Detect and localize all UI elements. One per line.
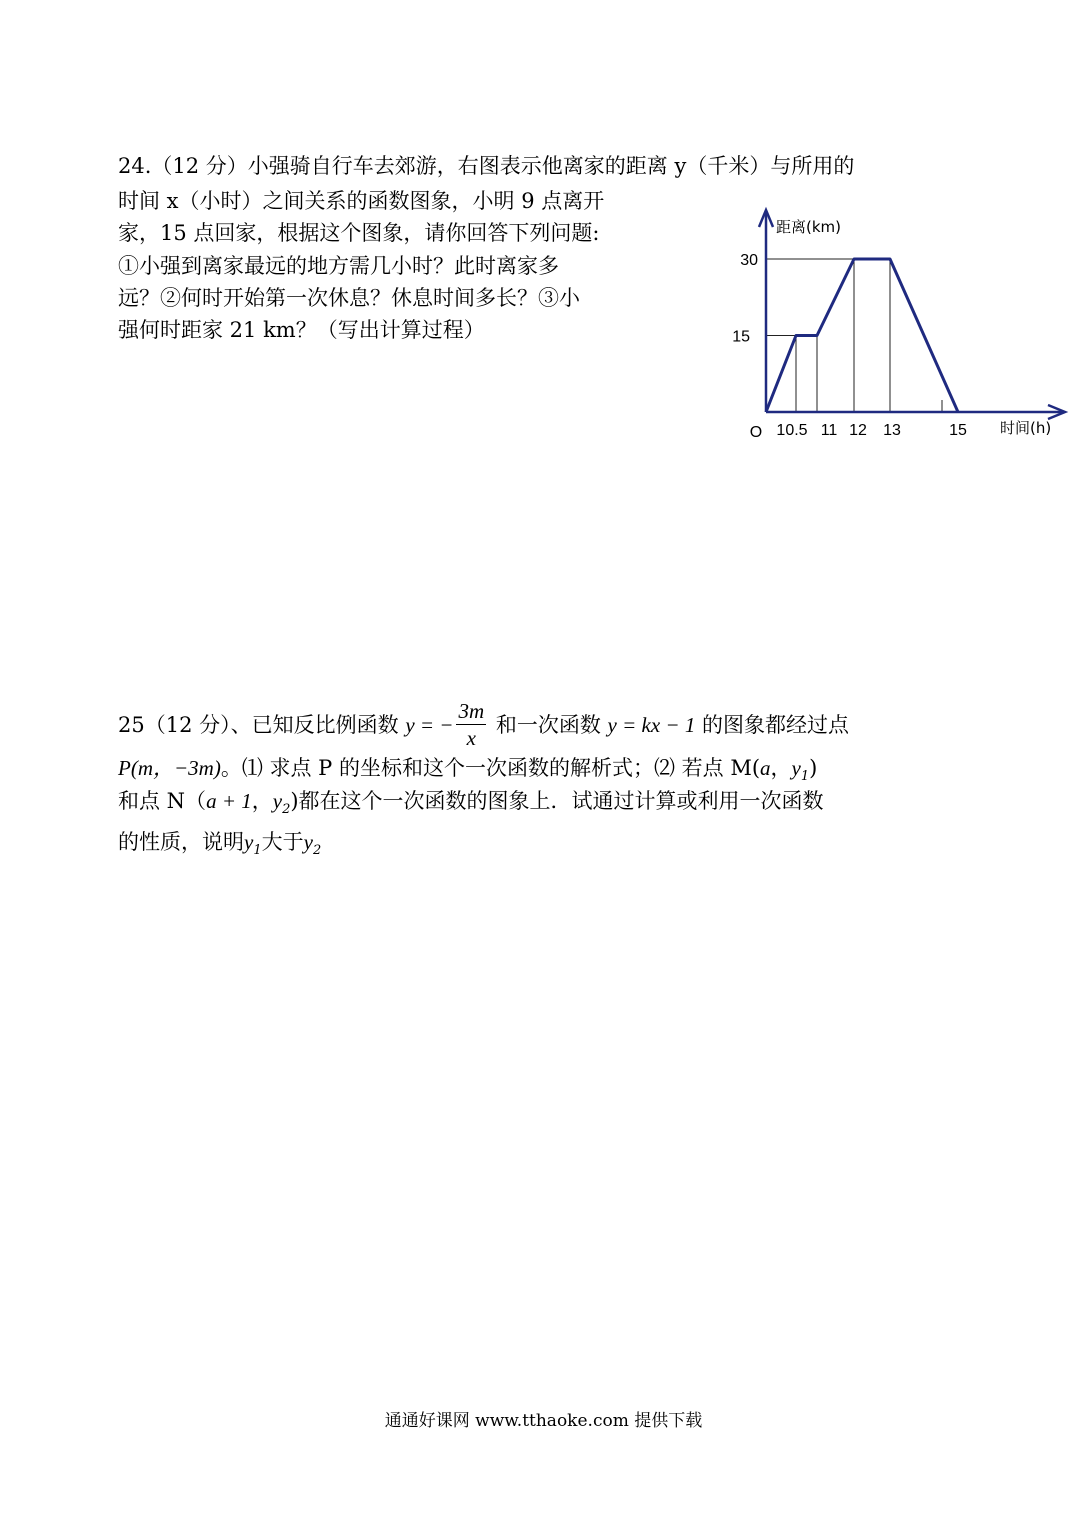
x-tick-label: 12 <box>849 422 867 439</box>
subscript: 1 <box>253 843 262 859</box>
q24-line-3: 家，15 点回家，根据这个图象，请你回答下列问题: <box>118 221 600 245</box>
linear-function: y = kx − 1 <box>607 713 696 737</box>
inverse-function-fraction <box>456 698 486 751</box>
q25-text: 和点 N（ <box>118 789 207 813</box>
x-tick-label: 10.5 <box>776 422 808 439</box>
chart-labels <box>732 218 1051 441</box>
point-p: P(m，−3m) <box>118 756 221 780</box>
chart-series <box>766 259 958 412</box>
q25-text: 和一次函数 <box>495 713 601 737</box>
close-paren: ) <box>809 756 818 780</box>
inverse-function-lhs: y = − <box>405 713 454 737</box>
var-a: a <box>760 756 771 780</box>
q24-line-6: 强何时距家 21 km？（写出计算过程） <box>118 318 485 342</box>
q24-line-1: 24.（12 分）小强骑自行车去郊游，右图表示他离家的距离 y（千米）与所用的 <box>118 154 855 178</box>
comma: ， <box>251 789 273 813</box>
var-y: y <box>244 830 254 854</box>
subscript: 2 <box>282 802 291 818</box>
expr-a-plus-1: a + 1 <box>206 789 252 813</box>
chart-axes <box>759 210 1065 419</box>
q24-line-5: 远？②何时开始第一次休息？休息时间多长？③小 <box>118 286 580 310</box>
y-tick-label: 30 <box>740 252 758 269</box>
fraction-denominator: x <box>466 726 476 750</box>
q25-text: 的图象都经过点 <box>702 713 850 737</box>
q25-line-3 <box>118 786 824 825</box>
chart-guide-lines <box>766 259 942 412</box>
q25-line-4 <box>118 827 321 866</box>
x-tick-label: 15 <box>949 422 967 439</box>
q25-line-1 <box>118 700 849 753</box>
distance-line <box>766 259 958 412</box>
subscript: 2 <box>312 843 322 859</box>
var-y: y <box>791 756 801 780</box>
x-tick-label: 13 <box>883 422 901 439</box>
var-y: y <box>272 789 283 813</box>
q25-text: 。⑴ 求点 P 的坐标和这个一次函数的解析式；⑵ 若点 M( <box>220 756 761 780</box>
q25-text: )都在这个一次函数的图象上．试通过计算或利用一次函数 <box>290 789 824 813</box>
x-axis-label: 时间(h) <box>1000 419 1052 437</box>
subscript: 1 <box>800 769 810 785</box>
var-y: y <box>303 830 313 854</box>
origin-label: O <box>749 424 763 441</box>
q25-text: 的性质，说明 <box>118 830 244 854</box>
y-axis-label: 距离(km) <box>776 218 842 236</box>
q24-line-4: ①小强到离家最远的地方需几小时？此时离家多 <box>118 254 559 278</box>
q24-line-2: 时间 x（小时）之间关系的函数图象，小明 9 点离开 <box>118 189 605 213</box>
q25-text: 大于 <box>261 830 304 854</box>
footer: 通通好课网 www.tthaoke.com 提供下载 <box>384 1411 703 1431</box>
distance-time-chart <box>720 205 1070 445</box>
y-tick-label: 15 <box>732 328 750 346</box>
fraction-numerator: 3m <box>458 699 485 723</box>
x-tick-label: 11 <box>820 422 838 439</box>
q25-text: 25（12 分）、已知反比例函数 <box>118 713 399 737</box>
comma: ， <box>770 756 792 780</box>
